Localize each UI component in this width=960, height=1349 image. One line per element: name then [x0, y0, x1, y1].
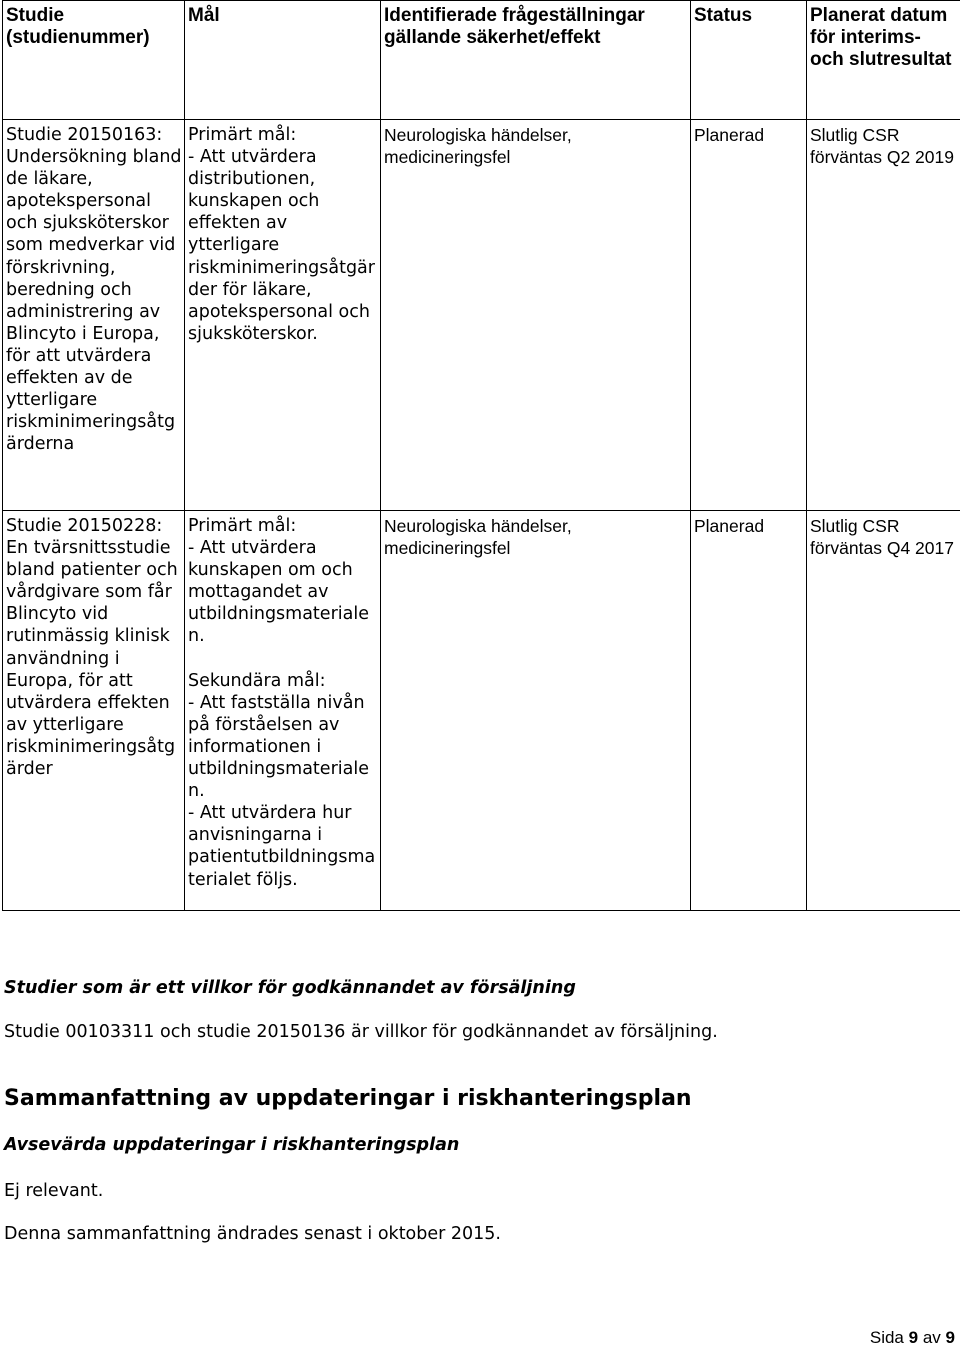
changed-note: Denna sammanfattning ändrades senast i oktober 2015. — [4, 1224, 501, 1244]
goal-line — [188, 648, 378, 670]
issues-cell: Neurologiska händelser, medicineringsfel — [381, 120, 691, 511]
study-cell: Studie 20150163: Undersökning bland de läkare, apotekspersonal och sjuksköterskor som medverkar vid förskrivning, beredning och administrering av Blincyto i Europa, för att utvärdera effekten av de ytterligare riskminimeringsåtgärderna — [3, 120, 185, 511]
page-label: Sida — [869, 1328, 904, 1347]
summary-title: Sammanfattning av uppdateringar i riskhanteringsplan — [4, 1086, 692, 1111]
date-cell: Slutlig CSR förväntas Q2 2019 — [807, 120, 960, 511]
table-header-row — [3, 1, 960, 120]
goal-line: - Att utvärdera kunskapen om och mottagandet av utbildningsmaterialen. — [188, 538, 369, 647]
goal-line: - Att utvärdera hur anvisningarna i patientutbildningsmaterialet följs. — [188, 803, 376, 890]
status-cell: Planerad — [691, 511, 807, 911]
status-cell: Planerad — [691, 120, 807, 511]
issues-cell: Neurologiska händelser, medicineringsfel — [381, 511, 691, 911]
goal-line: Sekundära mål: — [188, 670, 326, 691]
table-row — [3, 120, 960, 511]
conditions-text: Studie 00103311 och studie 20150136 är villkor för godkännandet av försäljning. — [4, 1022, 718, 1042]
header-date: Planerat datum för interims- och slutresultat — [807, 1, 960, 120]
goal-line: - Att fastställa nivån på förståelsen av informationen i utbildningsmaterialen. — [188, 692, 371, 802]
date-cell: Slutlig CSR förväntas Q4 2017 — [807, 511, 960, 911]
header-study: Studie (studienummer) — [3, 1, 185, 120]
header-issues: Identifierade frågeställningar gällande säkerhet/effekt — [381, 1, 691, 120]
page-footer — [870, 1328, 955, 1348]
header-status: Status — [691, 1, 807, 120]
study-cell: Studie 20150228: En tvärsnittsstudie bland patienter och vårdgivare som får Blincyto vid rutinmässig klinisk användning i Europa, för att utvärdera effekten av ytterligare riskminimeringsåtgärder — [3, 511, 185, 911]
page-number: 9 — [908, 1328, 919, 1347]
page-of: av — [922, 1328, 941, 1347]
studies-table — [2, 0, 960, 911]
table-row — [3, 511, 960, 911]
summary-subtitle: Avsevärda uppdateringar i riskhanteringsplan — [4, 1135, 460, 1155]
conditions-title: Studier som är ett villkor för godkännandet av försäljning — [4, 978, 576, 998]
goal-line: Primärt mål: — [188, 125, 297, 145]
page-total: 9 — [945, 1328, 955, 1347]
goal-line: - Att utvärdera distributionen, kunskapen och effekten av ytterligare riskminimeringsåtgärder för läkare, apotekspersonal och sjuksköterskor. — [188, 147, 376, 344]
goal-line: Primärt mål: — [188, 516, 297, 536]
goal-cell — [185, 511, 381, 911]
goal-cell — [185, 120, 381, 511]
header-goal: Mål — [185, 1, 381, 120]
summary-text: Ej relevant. — [4, 1181, 104, 1201]
